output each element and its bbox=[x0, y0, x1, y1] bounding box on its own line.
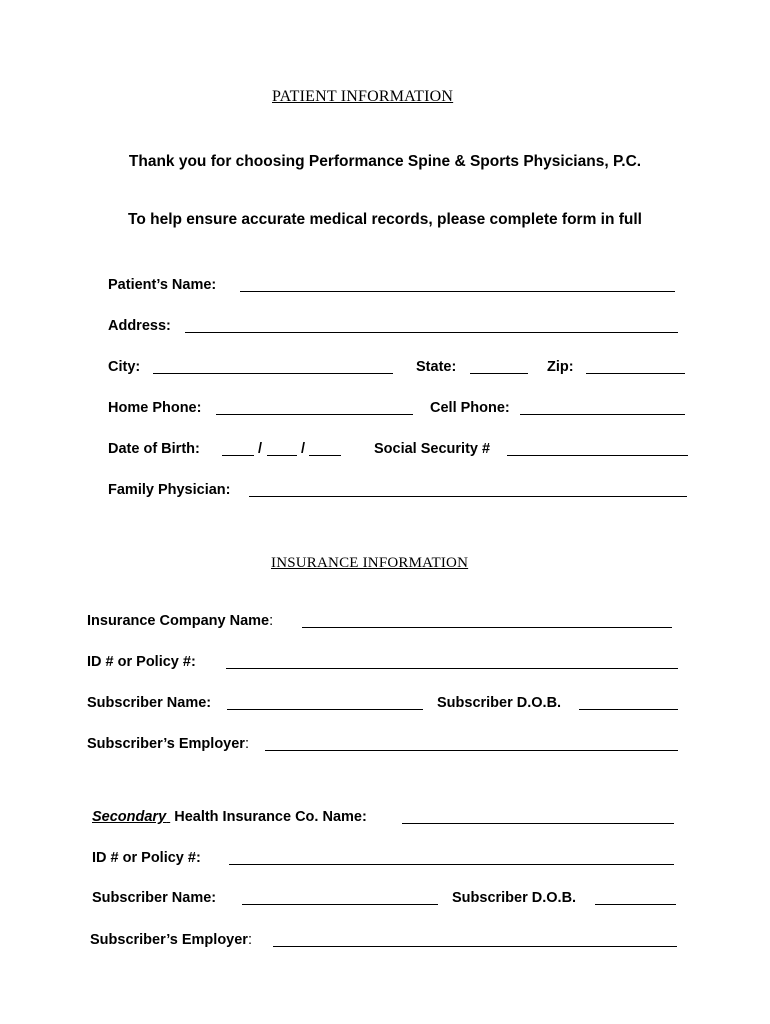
secondary-subscriber-name-label: Subscriber Name: bbox=[92, 890, 217, 906]
insurance-company-field[interactable] bbox=[302, 627, 672, 628]
home-phone-label: Home Phone: bbox=[108, 400, 202, 416]
ssn-label: Social Security # bbox=[374, 441, 491, 457]
secondary-subscriber-dob-field[interactable] bbox=[595, 904, 676, 905]
ssn-field[interactable] bbox=[507, 455, 688, 456]
city-label: City: bbox=[108, 359, 141, 375]
secondary-insurance-company-field[interactable] bbox=[402, 823, 674, 824]
patient-information-title: PATIENT INFORMATION bbox=[272, 88, 454, 105]
dob-month-field[interactable] bbox=[222, 455, 254, 456]
secondary-subscriber-employer-field[interactable] bbox=[273, 946, 677, 947]
family-physician-field[interactable] bbox=[249, 496, 687, 497]
secondary-policy-id-field[interactable] bbox=[229, 864, 674, 865]
city-field[interactable] bbox=[153, 373, 393, 374]
cell-phone-label: Cell Phone: bbox=[430, 400, 510, 416]
state-label: State: bbox=[416, 359, 457, 375]
insurance-company-label: Insurance Company Name: bbox=[87, 613, 274, 629]
secondary-subscriber-employer-label: Subscriber’s Employer: bbox=[90, 932, 252, 948]
subscriber-dob-field[interactable] bbox=[579, 709, 678, 710]
secondary-insurance-label: Secondary Health Insurance Co. Name: bbox=[92, 809, 367, 825]
address-field[interactable] bbox=[185, 332, 678, 333]
home-phone-field[interactable] bbox=[216, 414, 413, 415]
patient-name-field[interactable] bbox=[240, 291, 675, 292]
dob-separator-1: / bbox=[258, 441, 263, 457]
zip-field[interactable] bbox=[586, 373, 685, 374]
patient-name-label: Patient’s Name: bbox=[108, 277, 217, 293]
subscriber-name-field[interactable] bbox=[227, 709, 423, 710]
thank-you-text: Thank you for choosing Performance Spine & Sports Physicians, P.C. bbox=[128, 153, 642, 170]
subscriber-employer-field[interactable] bbox=[265, 750, 678, 751]
subscriber-name-label: Subscriber Name: bbox=[87, 695, 212, 711]
dob-day-field[interactable] bbox=[267, 455, 297, 456]
cell-phone-field[interactable] bbox=[520, 414, 685, 415]
dob-label: Date of Birth: bbox=[108, 441, 200, 457]
secondary-subscriber-name-field[interactable] bbox=[242, 904, 438, 905]
secondary-emphasis: Secondary bbox=[92, 809, 167, 825]
secondary-subscriber-dob-label: Subscriber D.O.B. bbox=[452, 890, 577, 906]
instruction-text: To help ensure accurate medical records, please complete form in full bbox=[128, 211, 642, 228]
dob-separator-2: / bbox=[301, 441, 306, 457]
family-physician-label: Family Physician: bbox=[108, 482, 231, 498]
state-field[interactable] bbox=[470, 373, 528, 374]
secondary-policy-id-label: ID # or Policy #: bbox=[92, 850, 201, 866]
policy-id-label: ID # or Policy #: bbox=[87, 654, 196, 670]
subscriber-employer-label: Subscriber’s Employer: bbox=[87, 736, 249, 752]
subscriber-dob-label: Subscriber D.O.B. bbox=[437, 695, 562, 711]
zip-label: Zip: bbox=[547, 359, 574, 375]
address-label: Address: bbox=[108, 318, 171, 334]
insurance-information-title: INSURANCE INFORMATION bbox=[271, 555, 469, 571]
dob-year-field[interactable] bbox=[309, 455, 341, 456]
policy-id-field[interactable] bbox=[226, 668, 678, 669]
